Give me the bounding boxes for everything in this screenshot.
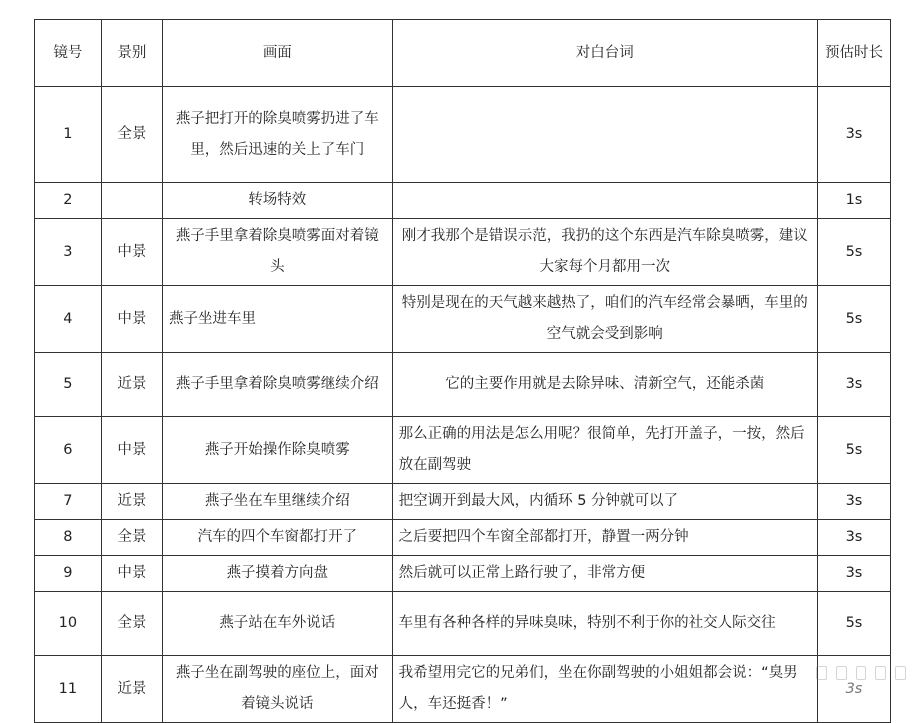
cell-dialogue: 那么正确的用法是怎么用呢？很简单，先打开盖子，一按，然后放在副驾驶 bbox=[392, 417, 817, 484]
cell-scene: 燕子坐在车里继续介绍 bbox=[163, 484, 393, 520]
cell-duration: 3s bbox=[817, 520, 890, 556]
watermark-mark bbox=[875, 666, 886, 680]
cell-scene: 转场特效 bbox=[163, 183, 393, 219]
watermark-glyphs bbox=[816, 666, 906, 682]
cell-duration: 5s bbox=[817, 592, 890, 656]
cell-shot-number: 11 bbox=[35, 656, 102, 723]
cell-dialogue bbox=[392, 183, 817, 219]
cell-duration: 3s bbox=[817, 87, 890, 183]
table-row bbox=[35, 183, 891, 219]
cell-duration: 3s bbox=[817, 556, 890, 592]
table-row bbox=[35, 520, 891, 556]
cell-shot-size: 中景 bbox=[101, 417, 162, 484]
cell-duration: 5s bbox=[817, 286, 890, 353]
header-row bbox=[35, 20, 891, 87]
cell-scene: 燕子摸着方向盘 bbox=[163, 556, 393, 592]
cell-scene: 燕子开始操作除臭喷雾 bbox=[163, 417, 393, 484]
cell-dialogue bbox=[392, 87, 817, 183]
watermark-mark bbox=[816, 666, 827, 680]
cell-dialogue: 特别是现在的天气越来越热了，咱们的汽车经常会暴晒，车里的空气就会受到影响 bbox=[392, 286, 817, 353]
header-scene: 画面 bbox=[163, 20, 393, 87]
table-row bbox=[35, 286, 891, 353]
cell-duration: 1s bbox=[817, 183, 890, 219]
cell-shot-size bbox=[101, 183, 162, 219]
cell-shot-size: 全景 bbox=[101, 592, 162, 656]
watermark-mark bbox=[836, 666, 847, 680]
cell-shot-number: 10 bbox=[35, 592, 102, 656]
cell-shot-number: 8 bbox=[35, 520, 102, 556]
cell-shot-size: 全景 bbox=[101, 520, 162, 556]
watermark-mark bbox=[895, 666, 906, 680]
cell-shot-number: 7 bbox=[35, 484, 102, 520]
header-duration: 预估时长 bbox=[817, 20, 890, 87]
cell-shot-number: 3 bbox=[35, 219, 102, 286]
cell-shot-number: 6 bbox=[35, 417, 102, 484]
table-row bbox=[35, 484, 891, 520]
table-row bbox=[35, 417, 891, 484]
cell-dialogue: 之后要把四个车窗全部都打开，静置一两分钟 bbox=[392, 520, 817, 556]
cell-scene: 燕子手里拿着除臭喷雾继续介绍 bbox=[163, 353, 393, 417]
cell-shot-size: 近景 bbox=[101, 353, 162, 417]
table-row bbox=[35, 219, 891, 286]
cell-duration: 5s bbox=[817, 219, 890, 286]
table-row bbox=[35, 353, 891, 417]
watermark-mark bbox=[856, 666, 867, 680]
cell-shot-size: 近景 bbox=[101, 656, 162, 723]
cell-dialogue: 车里有各种各样的异味臭味，特别不利于你的社交人际交往 bbox=[392, 592, 817, 656]
storyboard-table bbox=[34, 19, 891, 723]
cell-duration: 3s bbox=[817, 484, 890, 520]
cell-scene: 燕子手里拿着除臭喷雾面对着镜头 bbox=[163, 219, 393, 286]
cell-dialogue: 我希望用完它的兄弟们，坐在你副驾驶的小姐姐都会说：“臭男人，车还挺香！” bbox=[392, 656, 817, 723]
cell-shot-size: 近景 bbox=[101, 484, 162, 520]
cell-scene: 汽车的四个车窗都打开了 bbox=[163, 520, 393, 556]
cell-duration: 5s bbox=[817, 417, 890, 484]
cell-shot-size: 全景 bbox=[101, 87, 162, 183]
cell-duration: 3s bbox=[817, 656, 890, 723]
header-shot-number: 镜号 bbox=[35, 20, 102, 87]
cell-shot-size: 中景 bbox=[101, 556, 162, 592]
cell-dialogue: 然后就可以正常上路行驶了，非常方便 bbox=[392, 556, 817, 592]
table-row bbox=[35, 87, 891, 183]
cell-duration: 3s bbox=[817, 353, 890, 417]
cell-shot-size: 中景 bbox=[101, 219, 162, 286]
cell-shot-number: 9 bbox=[35, 556, 102, 592]
table-row bbox=[35, 592, 891, 656]
table-row bbox=[35, 556, 891, 592]
table-row bbox=[35, 656, 891, 723]
cell-scene: 燕子坐在副驾驶的座位上，面对着镜头说话 bbox=[163, 656, 393, 723]
cell-shot-number: 1 bbox=[35, 87, 102, 183]
cell-scene: 燕子坐进车里 bbox=[163, 286, 393, 353]
cell-shot-number: 5 bbox=[35, 353, 102, 417]
cell-dialogue: 把空调开到最大风，内循环 5 分钟就可以了 bbox=[392, 484, 817, 520]
header-dialogue: 对白台词 bbox=[392, 20, 817, 87]
cell-shot-number: 4 bbox=[35, 286, 102, 353]
cell-scene: 燕子站在车外说话 bbox=[163, 592, 393, 656]
cell-dialogue: 刚才我那个是错误示范，我扔的这个东西是汽车除臭喷雾，建议大家每个月都用一次 bbox=[392, 219, 817, 286]
cell-shot-number: 2 bbox=[35, 183, 102, 219]
cell-shot-size: 中景 bbox=[101, 286, 162, 353]
cell-dialogue: 它的主要作用就是去除异味、清新空气，还能杀菌 bbox=[392, 353, 817, 417]
header-shot-size: 景别 bbox=[101, 20, 162, 87]
cell-scene: 燕子把打开的除臭喷雾扔进了车里，然后迅速的关上了车门 bbox=[163, 87, 393, 183]
